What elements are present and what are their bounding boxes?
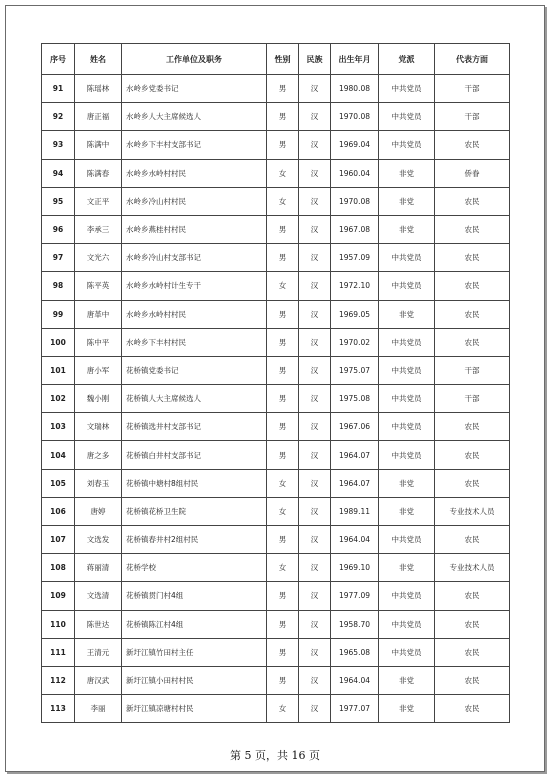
cell-organization: 水岭乡下丰村支部书记 (122, 131, 267, 159)
cell-ethnicity: 汉 (299, 328, 331, 356)
cell-gender: 男 (267, 328, 299, 356)
cell-gender: 男 (267, 356, 299, 384)
cell-organization: 花桥镇党委书记 (122, 356, 267, 384)
cell-ethnicity: 汉 (299, 385, 331, 413)
cell-organization: 水岭乡燕桂村村民 (122, 215, 267, 243)
table-row (42, 554, 510, 582)
cell-party: 非党 (379, 666, 435, 694)
cell-birth-date: 1969.10 (331, 554, 379, 582)
cell-name: 唐婷 (75, 497, 122, 525)
cell-sector: 农民 (435, 469, 510, 497)
cell-ethnicity: 汉 (299, 272, 331, 300)
cell-birth-date: 1975.08 (331, 385, 379, 413)
cell-birth-date: 1964.04 (331, 526, 379, 554)
table-row (42, 187, 510, 215)
cell-ethnicity: 汉 (299, 159, 331, 187)
cell-party: 非党 (379, 187, 435, 215)
cell-name: 李承三 (75, 215, 122, 243)
cell-sector: 干部 (435, 103, 510, 131)
cell-gender: 男 (267, 610, 299, 638)
cell-ethnicity: 汉 (299, 244, 331, 272)
cell-birth-date: 1958.70 (331, 610, 379, 638)
cell-name: 唐革中 (75, 300, 122, 328)
cell-ethnicity: 汉 (299, 103, 331, 131)
header-seq: 序号 (42, 44, 75, 75)
cell-seq: 92 (42, 103, 75, 131)
cell-organization: 水岭乡冷山村村民 (122, 187, 267, 215)
table-row (42, 75, 510, 103)
header-birth-date: 出生年月 (331, 44, 379, 75)
cell-name: 陈满中 (75, 131, 122, 159)
cell-organization: 花桥镇花桥卫生院 (122, 497, 267, 525)
cell-organization: 新圩江镇小田村村民 (122, 666, 267, 694)
cell-birth-date: 1965.08 (331, 638, 379, 666)
cell-gender: 男 (267, 638, 299, 666)
cell-name: 陈满春 (75, 159, 122, 187)
cell-ethnicity: 汉 (299, 215, 331, 243)
cell-seq: 112 (42, 666, 75, 694)
cell-seq: 110 (42, 610, 75, 638)
cell-name: 唐汉武 (75, 666, 122, 694)
cell-organization: 水岭乡人大主席候选人 (122, 103, 267, 131)
table-row (42, 159, 510, 187)
cell-party: 中共党员 (379, 356, 435, 384)
cell-gender: 男 (267, 526, 299, 554)
cell-party: 中共党员 (379, 272, 435, 300)
cell-ethnicity: 汉 (299, 413, 331, 441)
cell-birth-date: 1972.10 (331, 272, 379, 300)
cell-ethnicity: 汉 (299, 75, 331, 103)
cell-name: 文正平 (75, 187, 122, 215)
cell-birth-date: 1967.08 (331, 215, 379, 243)
cell-gender: 男 (267, 215, 299, 243)
cell-seq: 97 (42, 244, 75, 272)
cell-party: 中共党员 (379, 582, 435, 610)
cell-gender: 男 (267, 131, 299, 159)
cell-name: 陈中平 (75, 328, 122, 356)
cell-organization: 花桥镇中塘村8组村民 (122, 469, 267, 497)
table-header-row (42, 44, 510, 75)
cell-party: 非党 (379, 554, 435, 582)
cell-seq: 99 (42, 300, 75, 328)
cell-birth-date: 1970.08 (331, 103, 379, 131)
cell-organization: 花桥镇贯门村4组 (122, 582, 267, 610)
cell-sector: 专业技术人员 (435, 497, 510, 525)
cell-birth-date: 1970.08 (331, 187, 379, 215)
cell-organization: 花桥镇白井村支部书记 (122, 441, 267, 469)
cell-gender: 女 (267, 187, 299, 215)
cell-ethnicity: 汉 (299, 638, 331, 666)
table-row (42, 610, 510, 638)
cell-sector: 农民 (435, 131, 510, 159)
cell-sector: 农民 (435, 526, 510, 554)
cell-gender: 男 (267, 441, 299, 469)
cell-party: 中共党员 (379, 441, 435, 469)
cell-name: 唐正福 (75, 103, 122, 131)
cell-party: 非党 (379, 159, 435, 187)
cell-sector: 农民 (435, 441, 510, 469)
cell-sector: 农民 (435, 272, 510, 300)
header-ethnicity: 民族 (299, 44, 331, 75)
cell-organization: 水岭乡水岭村村民 (122, 300, 267, 328)
table-row (42, 497, 510, 525)
cell-sector: 农民 (435, 413, 510, 441)
cell-seq: 108 (42, 554, 75, 582)
cell-party: 中共党员 (379, 610, 435, 638)
cell-ethnicity: 汉 (299, 441, 331, 469)
cell-name: 魏小刚 (75, 385, 122, 413)
cell-gender: 男 (267, 75, 299, 103)
table-row (42, 582, 510, 610)
cell-sector: 干部 (435, 75, 510, 103)
cell-name: 文选发 (75, 526, 122, 554)
cell-seq: 100 (42, 328, 75, 356)
table-row (42, 356, 510, 384)
cell-gender: 男 (267, 385, 299, 413)
cell-ethnicity: 汉 (299, 469, 331, 497)
cell-sector: 农民 (435, 244, 510, 272)
cell-ethnicity: 汉 (299, 131, 331, 159)
header-party: 党派 (379, 44, 435, 75)
cell-sector: 专业技术人员 (435, 554, 510, 582)
cell-gender: 男 (267, 413, 299, 441)
cell-seq: 98 (42, 272, 75, 300)
cell-sector: 农民 (435, 666, 510, 694)
cell-sector: 农民 (435, 187, 510, 215)
cell-sector: 农民 (435, 215, 510, 243)
cell-birth-date: 1964.04 (331, 666, 379, 694)
table-row (42, 441, 510, 469)
cell-birth-date: 1977.09 (331, 582, 379, 610)
cell-party: 中共党员 (379, 638, 435, 666)
cell-sector: 农民 (435, 328, 510, 356)
cell-birth-date: 1964.07 (331, 469, 379, 497)
cell-birth-date: 1967.06 (331, 413, 379, 441)
page-number-footer: 第 5 页，共 16 页 (230, 749, 320, 762)
cell-birth-date: 1977.07 (331, 695, 379, 723)
cell-ethnicity: 汉 (299, 554, 331, 582)
cell-seq: 103 (42, 413, 75, 441)
table-row (42, 131, 510, 159)
table-row (42, 638, 510, 666)
cell-party: 非党 (379, 300, 435, 328)
cell-seq: 104 (42, 441, 75, 469)
cell-gender: 女 (267, 469, 299, 497)
cell-seq: 91 (42, 75, 75, 103)
cell-organization: 水岭乡党委书记 (122, 75, 267, 103)
cell-ethnicity: 汉 (299, 526, 331, 554)
cell-sector: 农民 (435, 638, 510, 666)
cell-seq: 111 (42, 638, 75, 666)
cell-name: 陈瑶林 (75, 75, 122, 103)
cell-gender: 女 (267, 695, 299, 723)
header-sector: 代表方面 (435, 44, 510, 75)
cell-party: 中共党员 (379, 131, 435, 159)
cell-ethnicity: 汉 (299, 497, 331, 525)
cell-seq: 93 (42, 131, 75, 159)
table-row (42, 300, 510, 328)
cell-name: 唐小军 (75, 356, 122, 384)
cell-gender: 男 (267, 103, 299, 131)
cell-ethnicity: 汉 (299, 582, 331, 610)
cell-party: 中共党员 (379, 385, 435, 413)
cell-sector: 农民 (435, 695, 510, 723)
cell-organization: 花桥镇人大主席候选人 (122, 385, 267, 413)
table-row (42, 666, 510, 694)
cell-seq: 109 (42, 582, 75, 610)
cell-gender: 女 (267, 497, 299, 525)
cell-birth-date: 1960.04 (331, 159, 379, 187)
cell-sector: 侨眷 (435, 159, 510, 187)
cell-name: 文瑞林 (75, 413, 122, 441)
cell-party: 中共党员 (379, 103, 435, 131)
cell-seq: 101 (42, 356, 75, 384)
cell-sector: 干部 (435, 356, 510, 384)
table-row (42, 469, 510, 497)
cell-party: 非党 (379, 695, 435, 723)
cell-organization: 水岭乡下丰村村民 (122, 328, 267, 356)
cell-ethnicity: 汉 (299, 187, 331, 215)
cell-seq: 96 (42, 215, 75, 243)
header-name: 姓名 (75, 44, 122, 75)
cell-birth-date: 1975.07 (331, 356, 379, 384)
table-row (42, 328, 510, 356)
cell-organization: 新圩江镇凉塘村村民 (122, 695, 267, 723)
cell-party: 中共党员 (379, 413, 435, 441)
cell-birth-date: 1989.11 (331, 497, 379, 525)
table-body (42, 75, 510, 723)
table-row (42, 413, 510, 441)
cell-name: 陈平英 (75, 272, 122, 300)
cell-seq: 105 (42, 469, 75, 497)
cell-name: 李丽 (75, 695, 122, 723)
cell-organization: 水岭乡水岭村计生专干 (122, 272, 267, 300)
cell-name: 蒋丽清 (75, 554, 122, 582)
cell-party: 非党 (379, 469, 435, 497)
cell-gender: 女 (267, 272, 299, 300)
cell-organization: 花桥镇春井村2组村民 (122, 526, 267, 554)
cell-sector: 农民 (435, 582, 510, 610)
header-organization: 工作单位及职务 (122, 44, 267, 75)
cell-seq: 95 (42, 187, 75, 215)
cell-seq: 113 (42, 695, 75, 723)
cell-party: 非党 (379, 215, 435, 243)
cell-name: 陈世达 (75, 610, 122, 638)
cell-ethnicity: 汉 (299, 300, 331, 328)
cell-sector: 农民 (435, 300, 510, 328)
cell-organization: 花桥镇选井村支部书记 (122, 413, 267, 441)
table-row (42, 526, 510, 554)
table-row (42, 244, 510, 272)
cell-ethnicity: 汉 (299, 356, 331, 384)
cell-birth-date: 1964.07 (331, 441, 379, 469)
cell-gender: 女 (267, 554, 299, 582)
cell-seq: 102 (42, 385, 75, 413)
cell-gender: 女 (267, 159, 299, 187)
cell-ethnicity: 汉 (299, 666, 331, 694)
table-row (42, 103, 510, 131)
cell-seq: 106 (42, 497, 75, 525)
cell-organization: 水岭乡水岭村村民 (122, 159, 267, 187)
cell-organization: 花桥学校 (122, 554, 267, 582)
cell-name: 刘春玉 (75, 469, 122, 497)
cell-party: 中共党员 (379, 526, 435, 554)
cell-party: 中共党员 (379, 244, 435, 272)
cell-ethnicity: 汉 (299, 610, 331, 638)
cell-gender: 男 (267, 666, 299, 694)
table-row (42, 695, 510, 723)
cell-birth-date: 1969.04 (331, 131, 379, 159)
table-row (42, 385, 510, 413)
representative-table (41, 43, 510, 723)
cell-birth-date: 1969.05 (331, 300, 379, 328)
cell-organization: 花桥镇陈江村4组 (122, 610, 267, 638)
cell-birth-date: 1957.09 (331, 244, 379, 272)
cell-name: 唐之多 (75, 441, 122, 469)
cell-party: 非党 (379, 497, 435, 525)
cell-sector: 农民 (435, 610, 510, 638)
table-row (42, 272, 510, 300)
cell-ethnicity: 汉 (299, 695, 331, 723)
cell-gender: 男 (267, 300, 299, 328)
cell-name: 文选清 (75, 582, 122, 610)
header-gender: 性别 (267, 44, 299, 75)
cell-party: 中共党员 (379, 75, 435, 103)
cell-organization: 新圩江镇竹田村主任 (122, 638, 267, 666)
table-row (42, 215, 510, 243)
cell-birth-date: 1970.02 (331, 328, 379, 356)
cell-gender: 男 (267, 582, 299, 610)
cell-party: 中共党员 (379, 328, 435, 356)
cell-birth-date: 1980.08 (331, 75, 379, 103)
cell-seq: 94 (42, 159, 75, 187)
cell-seq: 107 (42, 526, 75, 554)
cell-gender: 男 (267, 244, 299, 272)
cell-organization: 水岭乡冷山村支部书记 (122, 244, 267, 272)
cell-name: 王清元 (75, 638, 122, 666)
cell-sector: 干部 (435, 385, 510, 413)
cell-name: 文光六 (75, 244, 122, 272)
